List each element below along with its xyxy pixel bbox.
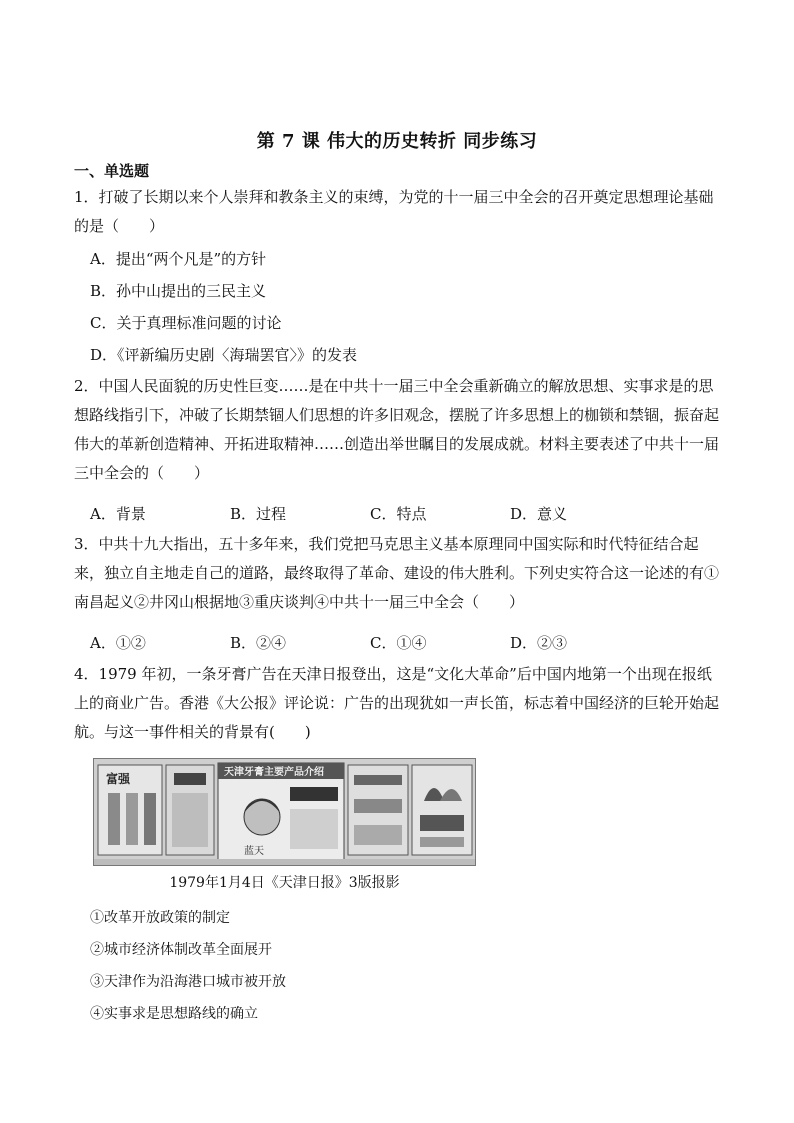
brand-left-text: 富强: [106, 772, 131, 786]
q4-item-4: ④实事求是思想路线的确立: [90, 1006, 258, 1022]
q1-option-b[interactable]: B．孙中山提出的三民主义: [90, 282, 267, 300]
q3-option-d[interactable]: D．②③: [510, 634, 568, 652]
question-3-stem: 3．中共十九大指出，五十多年来，我们党把马克思主义基本原理同中国实际和时代特征结合起来，独立自主地走自己的道路，最终取得了革命、建设的伟大胜利。下列史实符合这一论述的有①南昌起义②井冈山根据地③重庆谈判④中共十一届三中全会（ ）: [74, 535, 720, 611]
q1-option-a[interactable]: A．提出“两个凡是”的方针: [90, 250, 267, 268]
q1-option-d[interactable]: D．《评新编历史剧〈海瑞罢官〉》的发表: [90, 346, 358, 364]
brand-center-text: 蓝天: [244, 846, 264, 857]
q2-options: [90, 503, 650, 524]
q2-option-c[interactable]: C．特点: [370, 505, 427, 523]
question-1-stem: 1．打破了长期以来个人崇拜和教条主义的束缚，为党的十一届三中全会的召开奠定思想理论基础的是（ ）: [74, 188, 714, 235]
section-heading: 一、单选题: [74, 162, 150, 180]
q4-item-1: ①改革开放政策的制定: [90, 910, 230, 926]
q4-item-2: ②城市经济体制改革全面展开: [90, 942, 272, 958]
q2-option-a[interactable]: A．背景: [90, 505, 146, 523]
q3-option-c[interactable]: C．①④: [370, 634, 427, 652]
ad-headline-text: 天津牙膏主要产品介绍: [224, 767, 324, 778]
newspaper-ad-illustration: [94, 759, 476, 866]
q4-item-3: ③天津作为沿海港口城市被开放: [90, 974, 286, 990]
q3-options: [90, 632, 650, 653]
q3-option-a[interactable]: A．①②: [90, 634, 146, 652]
q2-option-b[interactable]: B．过程: [230, 505, 287, 523]
question-2-stem: 2．中国人民面貌的历史性巨变……是在中共十一届三中全会重新确立的解放思想、实事求是的思想路线指引下，冲破了长期禁锢人们思想的许多旧观念，摆脱了许多思想上的枷锁和禁锢，振奋起伟大的革新创造精神、开拓进取精神……创造出举世瞩目的发展成就。材料主要表述了中共十一届三中全会的（ ）: [74, 377, 720, 482]
page-title: 第 7 课 伟大的历史转折 同步练习: [256, 131, 538, 152]
q2-option-d[interactable]: D．意义: [510, 505, 568, 523]
question-4-stem: 4．1979 年初，一条牙膏广告在天津日报登出，这是“文化大革命”后中国内地第一个出现在报纸上的商业广告。香港《大公报》评论说：广告的出现犹如一声长笛，标志着中国经济的巨轮开始起航。与这一事件相关的背景有( ): [74, 665, 720, 741]
q3-option-b[interactable]: B．②④: [230, 634, 287, 652]
figure-caption: 1979年1月4日《天津日报》3版报影: [169, 875, 400, 891]
newspaper-ad-image: [93, 758, 476, 866]
q1-option-c[interactable]: C．关于真理标准问题的讨论: [90, 314, 282, 332]
